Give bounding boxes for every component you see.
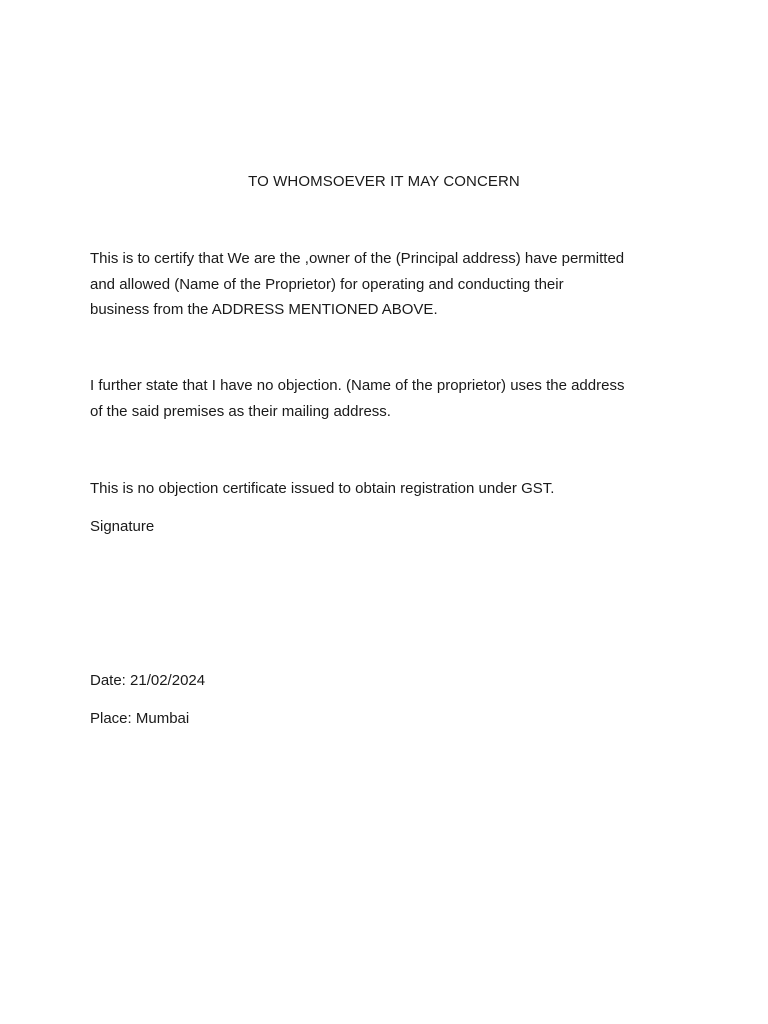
gst-paragraph	[90, 476, 690, 502]
no-objection-paragraph	[90, 373, 690, 424]
paragraph-line: I further state that I have no objection. (Name of the proprietor) uses the address	[90, 377, 625, 394]
paragraph-line: This is no objection certificate issued to obtain registration under GST.	[90, 480, 555, 497]
paragraph-line: of the said premises as their mailing address.	[90, 402, 391, 420]
paragraph-line: This is to certify that We are the ,owner of the (Principal address) have permitted	[90, 250, 625, 267]
signature-label: Signature	[90, 518, 155, 535]
document-title: TO WHOMSOEVER IT MAY CONCERN	[248, 173, 520, 190]
date-line: Date: 21/02/2024	[90, 672, 206, 689]
paragraph-line: and allowed (Name of the Proprietor) for operating and conducting their	[90, 275, 564, 293]
paragraph-line: business from the ADDRESS MENTIONED ABOVE.	[90, 301, 438, 319]
certification-paragraph	[90, 246, 690, 323]
place-line: Place: Mumbai	[90, 710, 190, 727]
